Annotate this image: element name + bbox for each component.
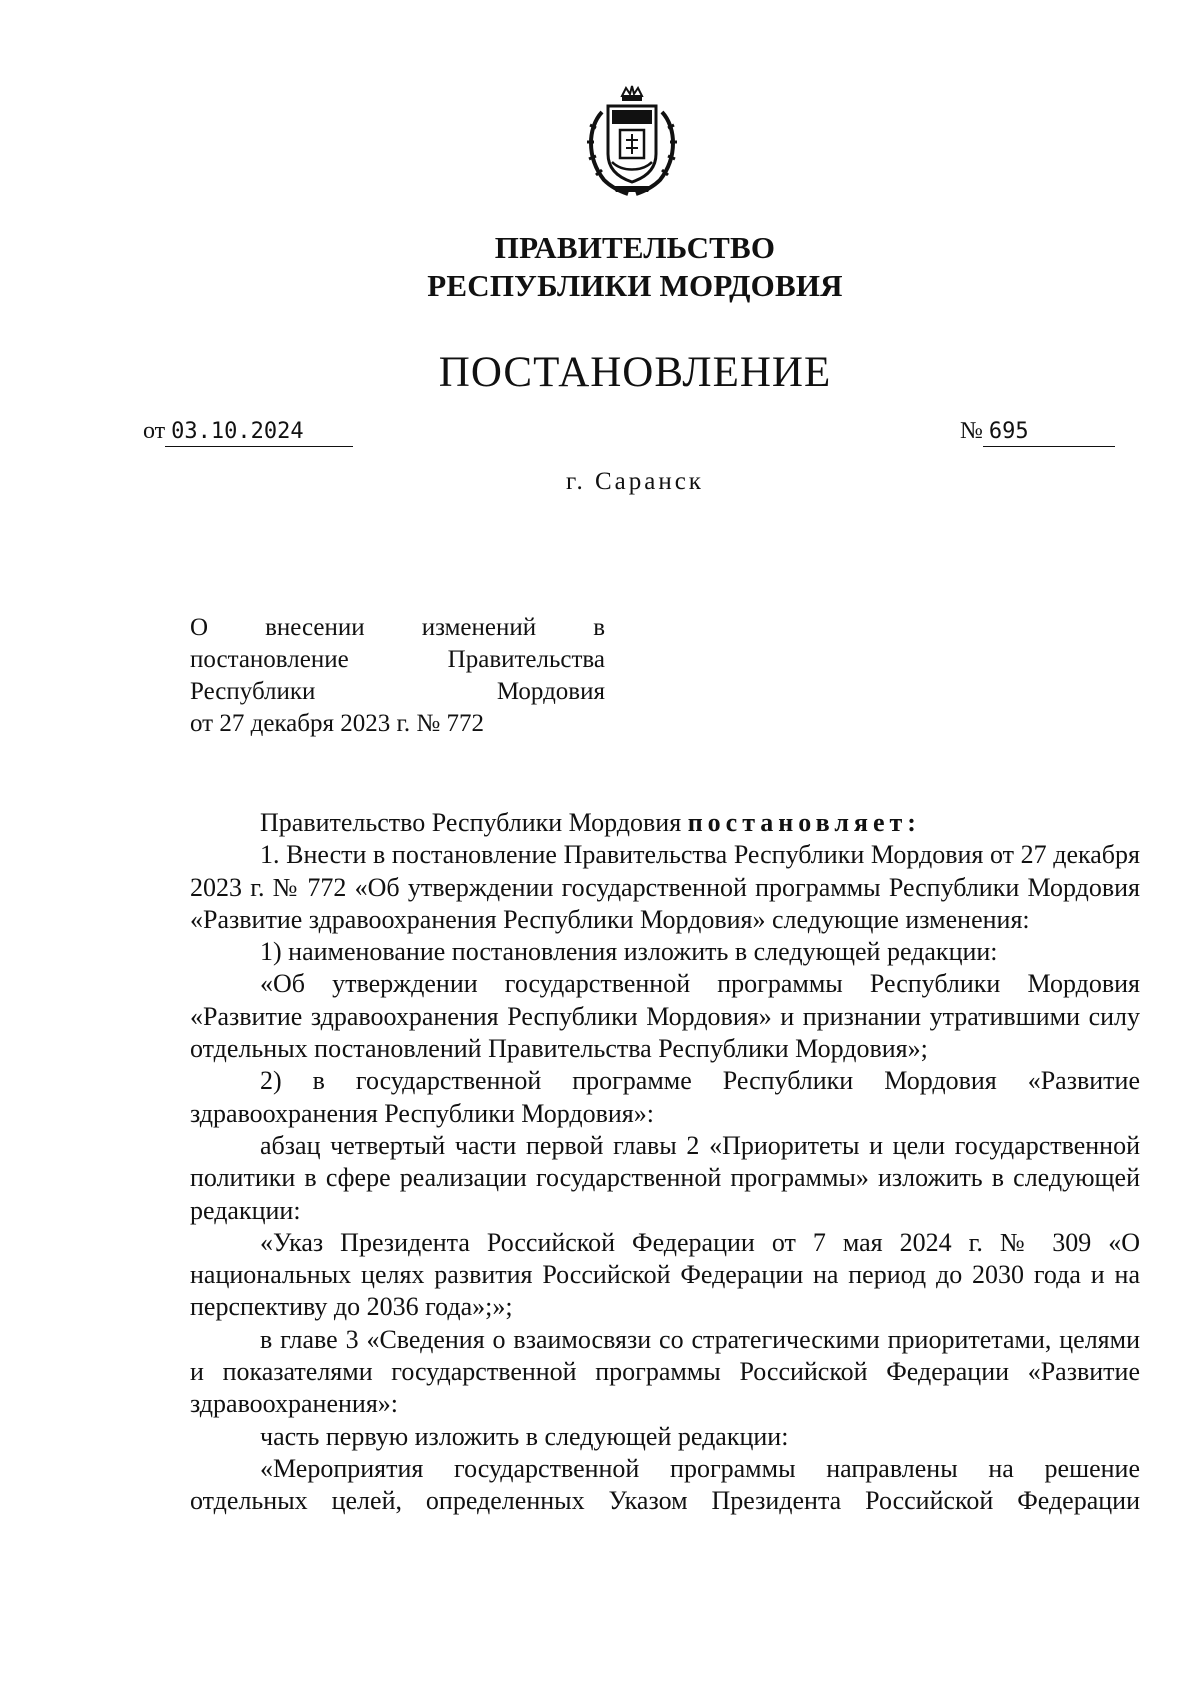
body-paragraph: в главе 3 «Сведения о взаимосвязи со стратегическими приоритетами, целями и показателями государственной программы Российской Федерации «Развитие здравоохранения»: [190,1324,1140,1419]
document-date-row [143,418,353,447]
intro-emphasis: постановляет: [687,808,921,837]
subject-word: в [593,614,605,641]
intro-paragraph [190,807,1140,839]
document-type-title: ПОСТАНОВЛЕНИЕ [438,349,832,396]
document-number: 695 [983,418,1115,447]
date-prefix: от [143,418,166,444]
body-paragraph: 1. Внести в постановление Правительства Республики Мордовия от 27 декабря 2023 г. № 772 «Об утверждении государственной программы Республики Мордовия «Развитие здравоохранения Республики Мордовия» следующие изменения: [190,840,1140,934]
subject-word: Мордовия [496,678,605,705]
body-paragraph: «Об утверждении государственной программы Республики Мордовия «Развитие здравоохранения Республики Мордовия» и признании утратившими силу отдельных постановлений Правительства Республики Мордовия»; [190,969,1140,1064]
document-body [190,807,1140,1518]
body-paragraph: 2) в государственной программе Республики Мордовия «Развитие здравоохранения Республики Мордовия»: [190,1066,1140,1128]
body-paragraph: «Указ Президента Российской Федерации от 7 мая 2024 г. № 309 «О национальных целях развития Российской Федерации на период до 2030 года и на перспективу до 2036 года»;»; [190,1227,1140,1322]
subject-line [190,676,605,708]
subject-word: изменений [421,614,537,641]
subject-word: постановление [190,646,349,673]
body-paragraph: «Мероприятия государственной программы направлены на решение отдельных целей, определенных Указом Президента Российской Федерации [190,1453,1140,1516]
document-subject [190,612,605,740]
document-city: г. Саранск [566,468,704,495]
subject-line [190,612,605,644]
subject-word: Республики [190,678,316,705]
government-title-line1: ПРАВИТЕЛЬСТВО [494,230,776,265]
subject-line: от 27 декабря 2023 г. № 772 [190,710,485,737]
body-paragraph: 1) наименование постановления изложить в следующей редакции: [260,937,998,967]
subject-word: внесении [265,614,365,641]
document-date: 03.10.2024 [165,418,353,447]
number-prefix: № [960,418,983,444]
document-number-row [960,418,1115,447]
body-paragraph: абзац четвертый части первой главы 2 «Приоритеты и цели государственной политики в сфере реализации государственной программы» изложить в следующей редакции: [190,1130,1140,1225]
subject-word: О [190,614,209,641]
subject-line [190,644,605,676]
government-title-line2: РЕСПУБЛИКИ МОРДОВИЯ [427,268,843,303]
coat-of-arms-icon [572,82,692,200]
body-paragraph: часть первую изложить в следующей редакции: [260,1421,789,1451]
intro-text: Правительство Республики Мордовия [260,808,682,837]
subject-word: Правительства [447,646,605,673]
